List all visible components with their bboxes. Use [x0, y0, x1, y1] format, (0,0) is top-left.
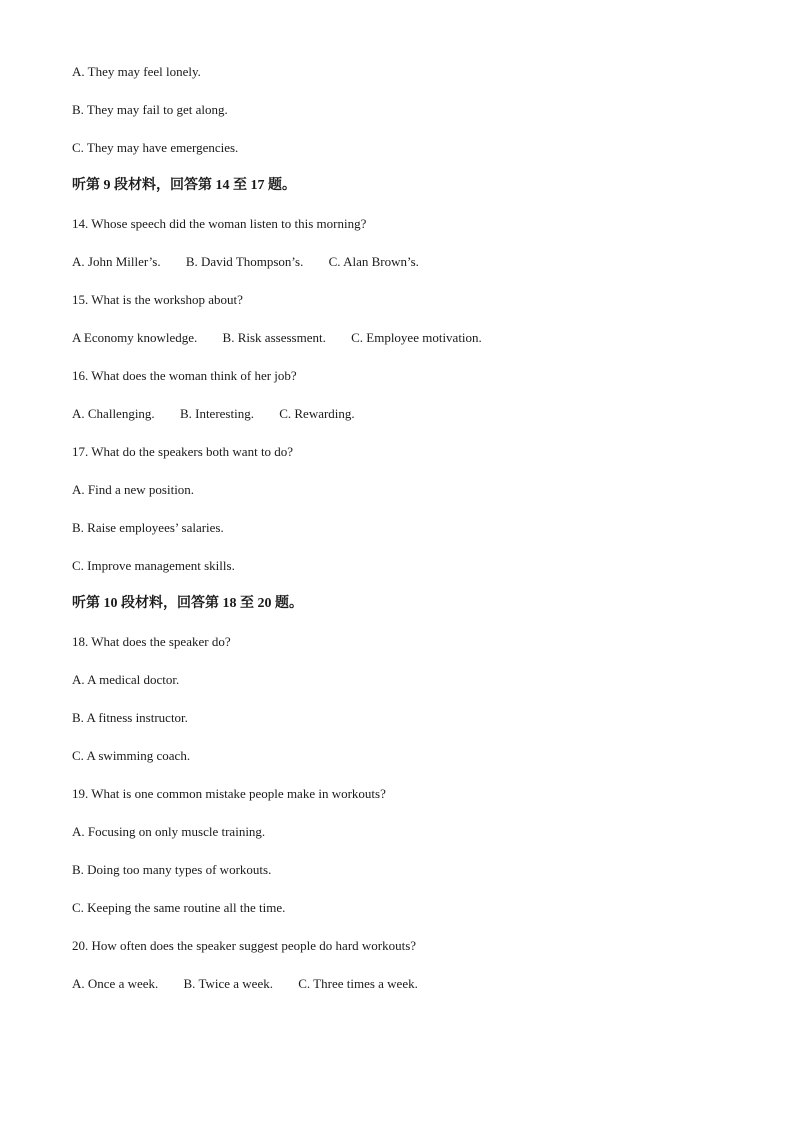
- q17-option-c: C. Improve management skills.: [72, 558, 235, 573]
- q14-options: [72, 253, 752, 271]
- q16-option-c: C. Rewarding.: [279, 406, 355, 421]
- q15-option-c: C. Employee motivation.: [351, 330, 482, 345]
- q16-options: [72, 405, 752, 423]
- q20-option-b: B. Twice a week.: [183, 976, 273, 991]
- q17-question: 17. What do the speakers both want to do?: [72, 444, 294, 459]
- q19-question: 19. What is one common mistake people make in workouts?: [72, 786, 386, 801]
- q20-option-c: C. Three times a week.: [298, 976, 418, 991]
- q20-option-a: A. Once a week.: [72, 976, 159, 991]
- q15-question: 15. What is the workshop about?: [72, 292, 243, 307]
- q14-option-b: B. David Thompson’s.: [185, 254, 304, 269]
- q18-option-b: B. A fitness instructor.: [72, 710, 188, 725]
- q13-option-b: B. They may fail to get along.: [72, 102, 228, 117]
- q13-option-a: A. They may feel lonely.: [72, 64, 201, 79]
- q16-option-a: A. Challenging.: [72, 406, 155, 421]
- q16-question: 16. What does the woman think of her job?: [72, 368, 297, 383]
- q17-option-a: A. Find a new position.: [72, 482, 195, 497]
- q20-question: 20. How often does the speaker suggest people do hard workouts?: [72, 938, 417, 953]
- exam-page: [72, 63, 752, 1013]
- q16-option-b: B. Interesting.: [179, 406, 254, 421]
- q18-option-c: C. A swimming coach.: [72, 748, 191, 763]
- q15-option-a: A Economy knowledge.: [72, 330, 198, 345]
- section-9-heading: 听第 9 段材料，回答第 14 至 17 题。: [72, 178, 296, 193]
- q14-option-a: A. John Miller’s.: [72, 254, 161, 269]
- q14-option-c: C. Alan Brown’s.: [328, 254, 419, 269]
- q15-options: [72, 329, 752, 347]
- q17-option-b: B. Raise employees’ salaries.: [72, 520, 224, 535]
- q18-question: 18. What does the speaker do?: [72, 634, 231, 649]
- q19-option-a: A. Focusing on only muscle training.: [72, 824, 266, 839]
- section-10-heading: 听第 10 段材料，回答第 18 至 20 题。: [72, 596, 303, 611]
- q13-option-c: C. They may have emergencies.: [72, 140, 239, 155]
- q19-option-b: B. Doing too many types of workouts.: [72, 862, 272, 877]
- q20-options: [72, 975, 752, 993]
- q15-option-b: B. Risk assessment.: [222, 330, 326, 345]
- q14-question: 14. Whose speech did the woman listen to this morning?: [72, 216, 367, 231]
- q18-option-a: A. A medical doctor.: [72, 672, 180, 687]
- q19-option-c: C. Keeping the same routine all the time.: [72, 900, 286, 915]
